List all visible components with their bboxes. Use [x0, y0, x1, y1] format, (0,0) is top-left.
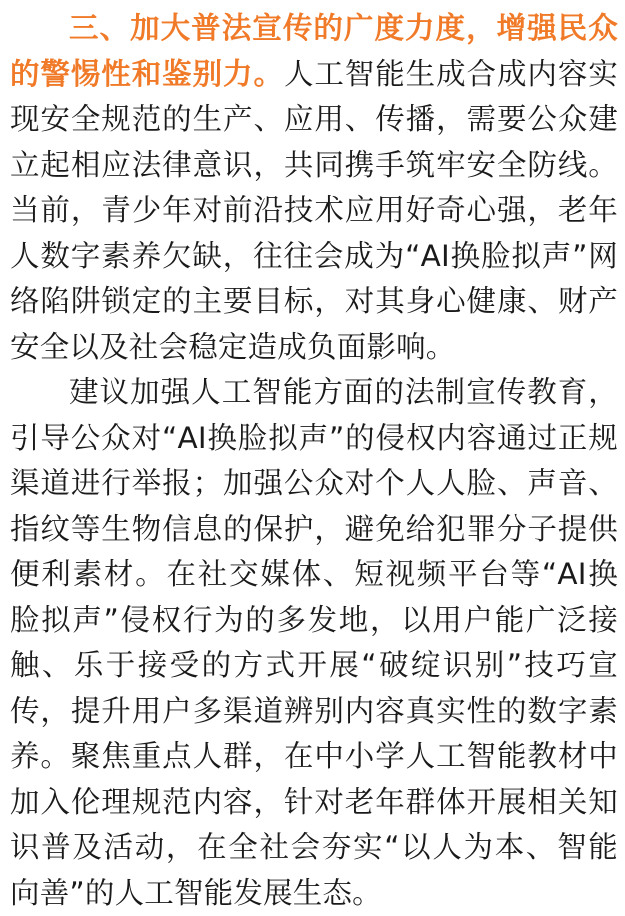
paragraph-2: 建议加强人工智能方面的法制宣传教育，引导公众对“AI换脸拟声”的侵权内容通过正规渠道进行举报；加强公众对个人人脸、声音、指纹等生物信息的保护，避免给犯罪分子提供便利素材。在社交媒体、短视频平台等“AI换脸拟声”侵权行为的多发地，以用户能广泛接触、乐于接受的方式开展“破绽识别”技巧宣传，提升用户多渠道辨别内容真实性的数字素养。聚焦重点人群，在中小学人工智能教材中加入伦理规范内容，针对老年群体开展相关知识普及活动，在全社会夯实“以人为本、智能向善”的人工智能发展生态。	[10, 375, 618, 910]
paragraph-1	[10, 6, 618, 370]
article-body	[10, 6, 618, 916]
paragraph-1-body: 人工智能生成合成内容实现安全规范的生产、应用、传播，需要公众建立起相应法律意识，共同携手筑牢安全防线。当前，青少年对前沿技术应用好奇心强，老年人数字素养欠缺，往往会成为“AI换脸拟声”网络陷阱锁定的主要目标，对其身心健康、财产安全以及社会稳定造成负面影响。	[10, 56, 618, 364]
section-heading: 三、加大普法宣传的广度力度，增强民众的警惕性和鉴别力。	[10, 11, 618, 91]
